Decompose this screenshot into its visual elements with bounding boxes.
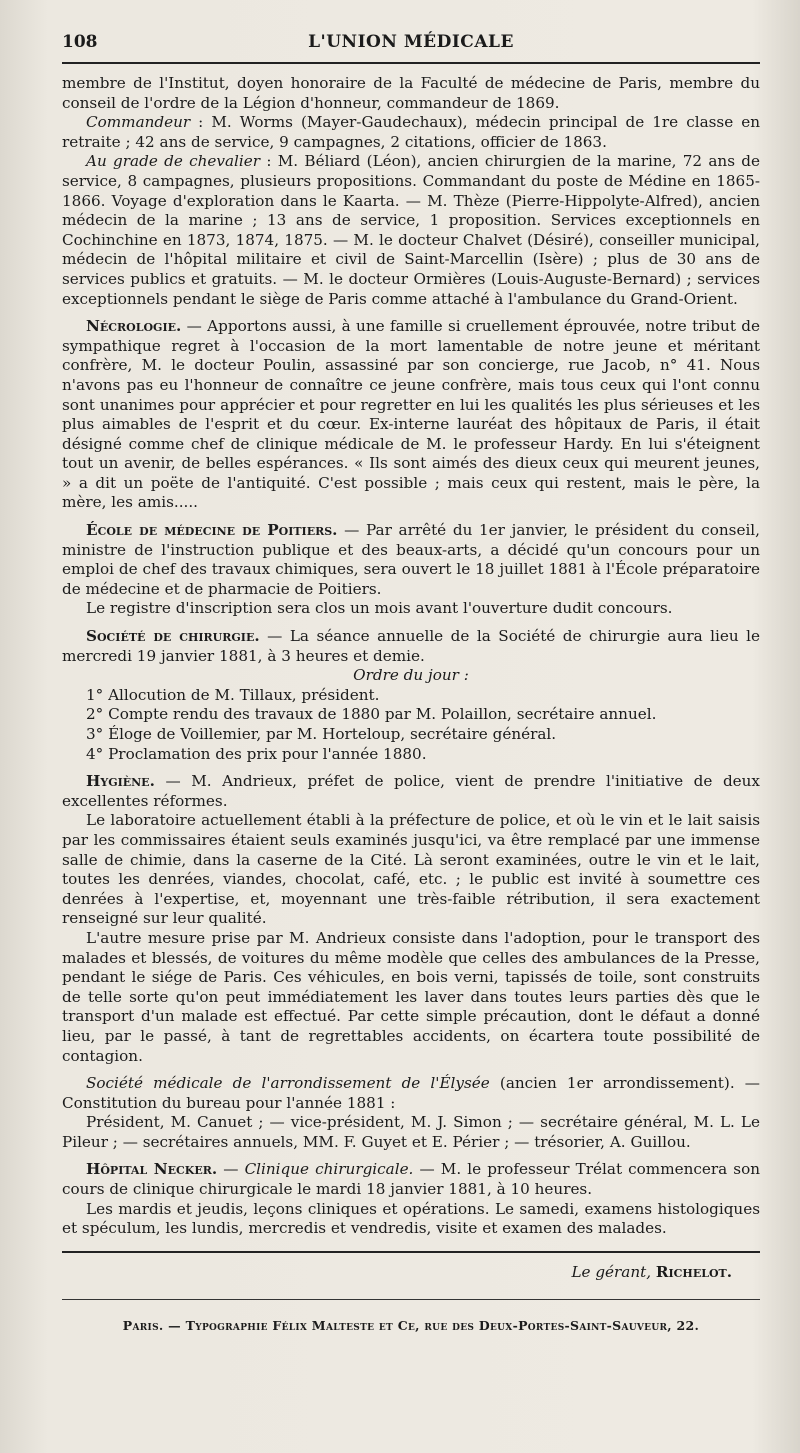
paragraph-lecons: Les mardis et jeudis, leçons cliniques et opérations. Le samedi, examens histologiques et spéculum, les lundis, mercredis et vendredis, visite et examen des malades. bbox=[62, 1199, 760, 1238]
necker-text: — M. le professeur Trélat commencera son cours de clinique chirurgicale le mardi 18 janvier 1881, à 10 heures. bbox=[62, 1160, 760, 1199]
paragraph-hygiene bbox=[62, 772, 760, 811]
ordre-item: 2° Compte rendu des travaux de 1880 par M. Polaillon, secrétaire annuel. bbox=[86, 705, 657, 724]
imprint: Paris. — Typographie Félix Malteste et Ce, rue des Deux-Portes-Saint-Sauveur, 22. bbox=[122, 1317, 700, 1333]
paragraph-institut: membre de l'Institut, doyen honoraire de la Faculté de médecine de Paris, membre du conseil de l'ordre de la Légion d'honneur, commandeur de 1869. bbox=[62, 74, 760, 112]
societe-label: Société de chirurgie. bbox=[86, 627, 260, 646]
paragraph-ecole bbox=[62, 521, 760, 599]
paragraph-societe-chirurgie bbox=[62, 627, 760, 666]
paragraph-bureau: Président, M. Canuet ; — vice-président, M. J. Simon ; — secrétaire général, M. L. Le Pileur ; — secrétaires annuels, MM. F. Guyet et E. Périer ; — trésorier, A. Guillou. bbox=[62, 1113, 760, 1151]
header-rule bbox=[62, 62, 760, 64]
ordre-item: 3° Éloge de Voillemier, par M. Horteloup, secrétaire général. bbox=[86, 725, 557, 743]
paragraph-laboratoire: Le laboratoire actuellement établi à la préfecture de police, et où le vin et le lait saisis par les commissaires étaient seuls examinés jusqu'ici, va être remplacé par une immense salle de chimie, dans la caserne de la Cité. Là seront examinées, outre le vin et le lait, toutes les denrées, viandes, chocolat, café, etc. ; le public est invité à soumettre ces denrées à l'expertise, et, moyennant une très-faible rétribution, il sera exactement renseigné sur leur qualité. bbox=[62, 811, 760, 928]
societe-text: — La séance annuelle de la Société de chirurgie aura lieu le mercredi 19 janvier 1881, à 3 heures et demie. bbox=[62, 627, 760, 665]
ordre-item: 1° Allocution de M. Tillaux, président. bbox=[86, 685, 380, 704]
page-header bbox=[62, 26, 760, 60]
ordre-list bbox=[62, 686, 760, 764]
signature-label: Le gérant, bbox=[571, 1262, 652, 1281]
paragraph-chevalier bbox=[62, 152, 760, 309]
paragraph-registre: Le registre d'inscription sera clos un mois avant l'ouverture dudit concours. bbox=[86, 599, 673, 618]
journal-title: L'UNION MÉDICALE bbox=[308, 32, 514, 52]
necker-clinique: Clinique chirurgicale. bbox=[244, 1160, 414, 1179]
signature-name: Richelot. bbox=[655, 1262, 732, 1281]
necrologie-label: Nécrologie. bbox=[86, 317, 182, 336]
chevalier-label: Au grade de chevalier bbox=[86, 152, 261, 171]
necker-dash: — bbox=[217, 1160, 245, 1179]
paragraph-necrologie bbox=[62, 317, 760, 513]
signature bbox=[62, 1263, 760, 1281]
paragraph-necker bbox=[62, 1160, 760, 1199]
paragraph-commandeur bbox=[62, 113, 760, 152]
necker-label: Hôpital Necker. bbox=[86, 1160, 218, 1179]
chevalier-text: : M. Béliard (Léon), ancien chirurgien de la marine, 72 ans de service, 8 campagnes, plusieurs propositions. Commandant du poste de Médine en 1865-1866. Voyage d'exploration dans le Kaarta. — M. Thèze (Pierre-Hippolyte-Alfred), ancien médecin de la marine ; 13 ans de service, 1 proposition. Services exceptionnels en Cochinchine en 1873, 1874, 1875. — M. le docteur Chalvet (Désiré), conseiller municipal, médecin de l'hôpital militaire et civil de Saint-Marcellin (Isère) ; plus de 30 ans de services publics et gratuits. — M. le docteur Ormières (Louis-Auguste-Bernard) ; services exceptionnels pendant le siège de Paris comme attaché à l'ambulance du Grand-Orient. bbox=[62, 152, 761, 308]
paragraph-elysee bbox=[62, 1074, 760, 1113]
hygiene-text: — M. Andrieux, préfet de police, vient de prendre l'initiative de deux excellentes réformes. bbox=[62, 772, 760, 810]
ecole-label: École de médecine de Poitiers. bbox=[86, 521, 338, 540]
hygiene-label: Hygiène. bbox=[86, 772, 155, 791]
page-number: 108 bbox=[62, 32, 98, 52]
ordre-du-jour: Ordre du jour : bbox=[353, 666, 469, 685]
footer-rule bbox=[62, 1251, 760, 1253]
elysee-text: (ancien 1er arrondissement). — Constitution du bureau pour l'année 1881 : bbox=[62, 1074, 760, 1112]
commandeur-label: Commandeur bbox=[86, 113, 191, 132]
imprint-rule bbox=[62, 1299, 760, 1300]
commandeur-text: : M. Worms (Mayer-Gaudechaux), médecin principal de 1re classe en retraite ; 42 ans de service, 9 campagnes, 2 citations, officier de 1863. bbox=[62, 113, 760, 151]
ecole-text: — Par arrêté du 1er janvier, le président du conseil, ministre de l'instruction publique et des beaux-arts, a décidé qu'un concours pour un emploi de chef des travaux chimiques, sera ouvert le 18 juillet 1881 à l'École préparatoire de médecine et de pharmacie de Poitiers. bbox=[62, 521, 760, 598]
elysee-label: Société médicale de l'arrondissement de l'Élysée bbox=[86, 1074, 490, 1093]
ordre-item: 4° Proclamation des prix pour l'année 1880. bbox=[86, 744, 427, 763]
necrologie-text: — Apportons aussi, à une famille si cruellement éprouvée, notre tribut de sympathique regret à l'occasion de la mort lamentable de notre jeune et méritant confrère, M. le docteur Poulin, assassiné par son concierge, rue Jacob, n° 41. Nous n'avons pas eu l'honneur de connaître ce jeune confrère, mais tous ceux qui l'ont connu sont unanimes pour apprécier et pour regretter en lui les qualités les plus sérieuses et les plus aimables de l'esprit et du cœur. Ex-interne lauréat des hôpitaux de Paris, il était désigné comme chef de clinique médicale de M. le professeur Hardy. En lui s'éteignent tout un avenir, de belles espérances. « Ils sont aimés des dieux ceux qui meurent jeunes, » a dit un poëte de l'antiquité. C'est possible ; mais ceux qui restent, mais le père, la mère, les amis..... bbox=[62, 317, 760, 512]
paragraph-ambulances: L'autre mesure prise par M. Andrieux consiste dans l'adoption, pour le transport des malades et blessés, de voitures du même modèle que celles des ambulances de la Presse, pendant le siége de Paris. Ces véhicules, en bois verni, tapissés de toile, sont construits de telle sorte qu'on peut immédiatement les laver dans toutes leurs parties dès que le transport d'un malade est effectué. Par cette simple précaution, dont le défaut a donné lieu, par le passé, à tant de regrettables accidents, on écartera toute possibilité de contagion. bbox=[62, 928, 760, 1065]
